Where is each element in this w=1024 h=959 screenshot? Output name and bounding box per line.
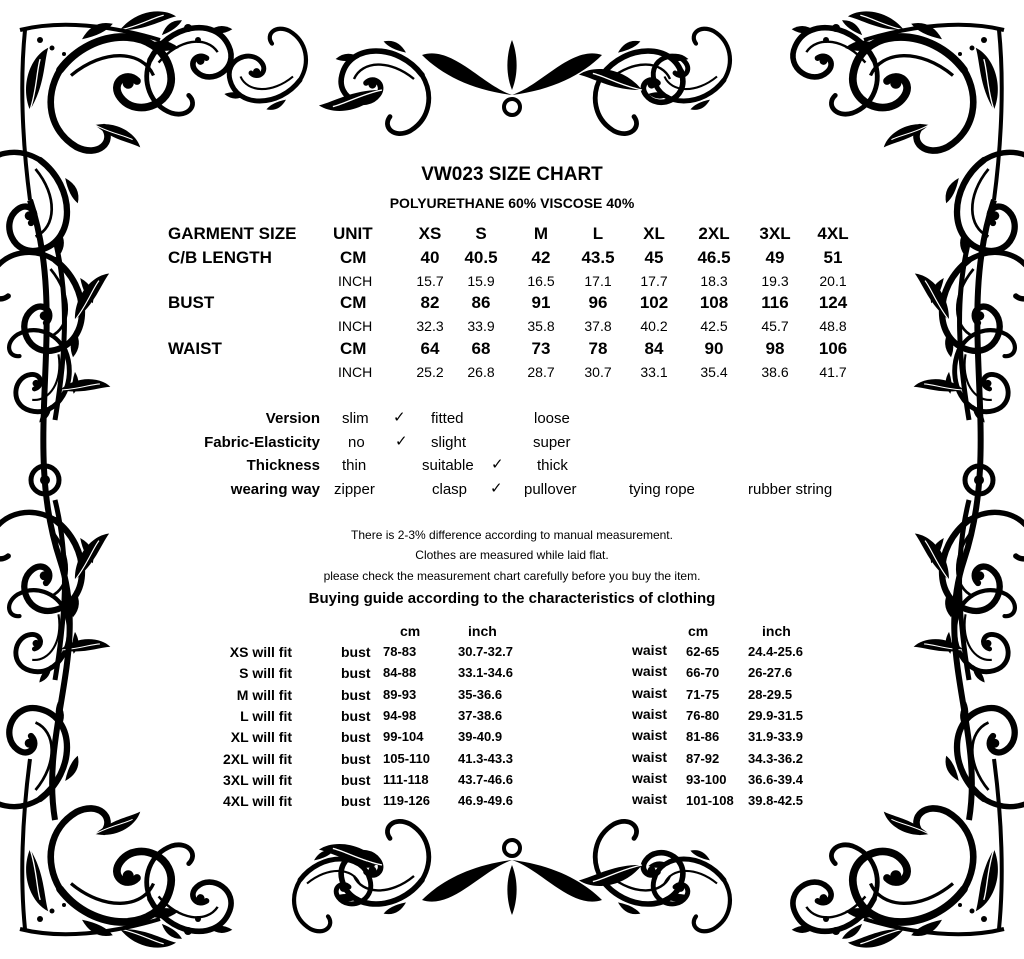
guide-waist-word: waist xyxy=(632,791,668,808)
guide-waist-inch: 29.9-31.5 xyxy=(748,707,803,723)
guide-waist-word: waist xyxy=(632,663,668,680)
unit-cm: CM xyxy=(340,339,367,358)
inch-value: 33.9 xyxy=(467,318,495,334)
cm-value: 64 xyxy=(420,339,440,358)
size-header-m: M xyxy=(533,224,549,243)
guide-waist-word: waist xyxy=(632,642,668,658)
inch-value: 18.3 xyxy=(700,273,728,289)
size-header-3xl: 3XL xyxy=(759,224,791,243)
guide-waist-cm: 87-92 xyxy=(686,750,720,766)
attribute-option: clasp xyxy=(432,481,468,498)
cm-value: 98 xyxy=(765,339,785,358)
inch-value: 35.8 xyxy=(527,318,555,334)
attribute-option: tying rope xyxy=(629,481,695,498)
guide-waist-inch: 26-27.6 xyxy=(748,665,793,681)
guide-bust-cm: 84-88 xyxy=(383,665,417,681)
garment-size-header: GARMENT SIZE xyxy=(168,224,297,243)
chart-title: VW023 SIZE CHART xyxy=(421,164,603,185)
guide-bust-cm: 78-83 xyxy=(383,644,417,659)
attribute-option: thick xyxy=(537,457,568,474)
guide-bust-inch: 39-40.9 xyxy=(458,729,503,745)
measure-label: BUST xyxy=(168,293,215,312)
guide-waist-cm: 101-108 xyxy=(686,793,734,809)
unit-cm: CM xyxy=(340,248,367,267)
guide-bust-cm: 111-118 xyxy=(383,771,429,787)
cm-value: 51 xyxy=(823,248,843,267)
unit-inch: INCH xyxy=(338,364,373,380)
guide-waist-cm: 81-86 xyxy=(686,729,720,745)
inch-value: 17.1 xyxy=(584,273,612,289)
guide-size-label: XL will fit xyxy=(230,729,292,746)
cm-value: 124 xyxy=(818,293,848,312)
cm-value: 43.5 xyxy=(581,248,615,267)
guide-bust-inch: 35-36.6 xyxy=(458,686,503,702)
attribute-option: slim xyxy=(342,410,369,427)
attribute-option: loose xyxy=(534,410,570,427)
cm-value: 45 xyxy=(644,248,664,267)
guide-bust-cm-header: cm xyxy=(400,623,421,639)
guide-waist-cm: 62-65 xyxy=(686,644,720,659)
cm-value: 116 xyxy=(761,293,789,312)
cm-value: 40.5 xyxy=(464,248,498,267)
guide-waist-inch: 24.4-25.6 xyxy=(748,644,803,659)
material-subtitle: POLYURETHANE 60% VISCOSE 40% xyxy=(389,195,635,211)
unit-header: UNIT xyxy=(333,224,373,243)
guide-bust-inch: 43.7-46.6 xyxy=(458,771,513,787)
measure-label: WAIST xyxy=(168,339,222,358)
guide-waist-inch: 34.3-36.2 xyxy=(748,750,803,766)
check-mark-icon: ✓ xyxy=(395,433,408,450)
guide-waist-cm: 66-70 xyxy=(686,665,720,681)
unit-cm: CM xyxy=(340,293,367,312)
guide-waist-inch: 39.8-42.5 xyxy=(748,793,803,809)
guide-size-label: S will fit xyxy=(239,665,292,682)
guide-size-label: 3XL will fit xyxy=(223,771,292,788)
attribute-option: suitable xyxy=(422,457,474,474)
inch-value: 30.7 xyxy=(584,364,612,380)
guide-waist-word: waist xyxy=(632,705,668,722)
inch-value: 26.8 xyxy=(467,364,495,380)
guide-bust-cm: 105-110 xyxy=(383,750,430,766)
guide-size-label: M will fit xyxy=(236,686,292,703)
attribute-option: zipper xyxy=(334,481,375,498)
attribute-option: thin xyxy=(342,457,367,474)
cm-value: 90 xyxy=(704,339,724,358)
guide-bust-cm: 89-93 xyxy=(383,686,417,702)
cm-value: 46.5 xyxy=(697,248,731,267)
attribute-option: rubber string xyxy=(748,481,833,498)
inch-value: 15.7 xyxy=(416,273,444,289)
cm-value: 102 xyxy=(639,293,669,312)
measure-label: C/B LENGTH xyxy=(168,248,272,267)
inch-value: 25.2 xyxy=(416,364,444,380)
inch-value: 42.5 xyxy=(700,318,728,334)
cm-value: 78 xyxy=(588,339,608,358)
size-header-2xl: 2XL xyxy=(698,224,730,243)
inch-value: 15.9 xyxy=(467,273,495,289)
size-header-l: L xyxy=(592,224,604,243)
guide-bust-word: bust xyxy=(341,771,371,788)
cm-value: 86 xyxy=(471,293,491,312)
inch-value: 17.7 xyxy=(640,273,668,289)
unit-inch: INCH xyxy=(338,318,373,334)
guide-waist-word: waist xyxy=(632,727,668,744)
guide-bust-cm: 119-126 xyxy=(383,793,430,809)
attribute-label: Thickness xyxy=(246,457,320,474)
check-mark-icon: ✓ xyxy=(490,480,503,497)
guide-bust-inch: 37-38.6 xyxy=(458,707,503,723)
guide-waist-cm: 76-80 xyxy=(686,707,720,723)
inch-value: 38.6 xyxy=(761,364,789,380)
cm-value: 106 xyxy=(818,339,848,358)
inch-value: 37.8 xyxy=(584,318,612,334)
cm-value: 96 xyxy=(588,293,608,312)
cm-value: 73 xyxy=(531,339,551,358)
guide-bust-word: bust xyxy=(341,793,371,810)
cm-value: 68 xyxy=(471,339,491,358)
inch-value: 48.8 xyxy=(819,318,847,334)
check-mark-icon: ✓ xyxy=(491,456,504,473)
size-header-s: S xyxy=(475,224,487,243)
guide-waist-word: waist xyxy=(632,748,668,765)
guide-waist-inch: 36.6-39.4 xyxy=(748,771,803,787)
inch-value: 35.4 xyxy=(700,364,728,380)
cm-value: 42 xyxy=(531,248,551,267)
guide-waist-word: waist xyxy=(632,684,668,701)
attribute-option: no xyxy=(348,434,365,451)
guide-waist-word: waist xyxy=(632,769,668,786)
guide-bust-word: bust xyxy=(341,644,371,660)
cm-value: 91 xyxy=(531,293,551,312)
size-header-xl: XL xyxy=(643,224,665,243)
guide-size-label: 4XL will fit xyxy=(223,793,292,810)
note-check-chart: please check the measurement chart carefully before you buy the item. xyxy=(323,569,701,583)
guide-bust-cm: 99-104 xyxy=(383,729,424,745)
guide-bust-word: bust xyxy=(341,665,371,682)
size-header-4xl: 4XL xyxy=(817,224,849,243)
note-laid-flat: Clothes are measured while laid flat. xyxy=(415,548,609,562)
cm-value: 82 xyxy=(420,293,440,312)
guide-bust-inch: 41.3-43.3 xyxy=(458,750,513,766)
size-header-xs: XS xyxy=(418,224,442,243)
guide-waist-cm: 93-100 xyxy=(686,771,727,787)
inch-value: 32.3 xyxy=(416,318,444,334)
guide-bust-cm: 94-98 xyxy=(383,707,417,723)
inch-value: 41.7 xyxy=(819,364,847,380)
guide-bust-inch: 46.9-49.6 xyxy=(458,793,513,809)
note-difference: There is 2-3% difference according to manual measurement. xyxy=(351,528,673,542)
guide-bust-word: bust xyxy=(341,707,371,724)
guide-bust-inch: 33.1-34.6 xyxy=(458,665,513,681)
guide-bust-word: bust xyxy=(341,750,371,767)
guide-bust-inch-header: inch xyxy=(468,623,497,639)
buying-guide-title: Buying guide according to the characteristics of clothing xyxy=(308,590,716,607)
inch-value: 20.1 xyxy=(819,273,847,289)
attribute-label: Version xyxy=(265,410,320,427)
attribute-option: slight xyxy=(431,434,467,451)
inch-value: 16.5 xyxy=(527,273,555,289)
guide-size-label: 2XL will fit xyxy=(223,750,292,767)
inch-value: 40.2 xyxy=(640,318,668,334)
guide-waist-inch-header: inch xyxy=(762,623,791,639)
unit-inch: INCH xyxy=(338,273,373,289)
guide-size-label: L will fit xyxy=(240,707,292,724)
check-mark-icon: ✓ xyxy=(393,409,406,426)
attribute-option: fitted xyxy=(431,410,464,427)
cm-value: 108 xyxy=(699,293,729,312)
guide-size-label: XS will fit xyxy=(229,644,292,660)
cm-value: 49 xyxy=(765,248,785,267)
guide-bust-word: bust xyxy=(341,686,371,703)
attribute-option: super xyxy=(533,434,571,451)
guide-waist-cm-header: cm xyxy=(688,623,709,639)
cm-value: 84 xyxy=(644,339,664,358)
inch-value: 33.1 xyxy=(640,364,668,380)
guide-bust-word: bust xyxy=(341,729,371,746)
attribute-label: Fabric-Elasticity xyxy=(204,434,320,451)
guide-bust-inch: 30.7-32.7 xyxy=(458,644,513,659)
inch-value: 28.7 xyxy=(527,364,555,380)
guide-waist-cm: 71-75 xyxy=(686,686,720,702)
attribute-option: pullover xyxy=(524,481,577,498)
attribute-label: wearing way xyxy=(230,481,320,498)
guide-waist-inch: 28-29.5 xyxy=(748,686,793,702)
inch-value: 45.7 xyxy=(761,318,789,334)
inch-value: 19.3 xyxy=(761,273,789,289)
guide-waist-inch: 31.9-33.9 xyxy=(748,729,803,745)
cm-value: 40 xyxy=(420,248,440,267)
